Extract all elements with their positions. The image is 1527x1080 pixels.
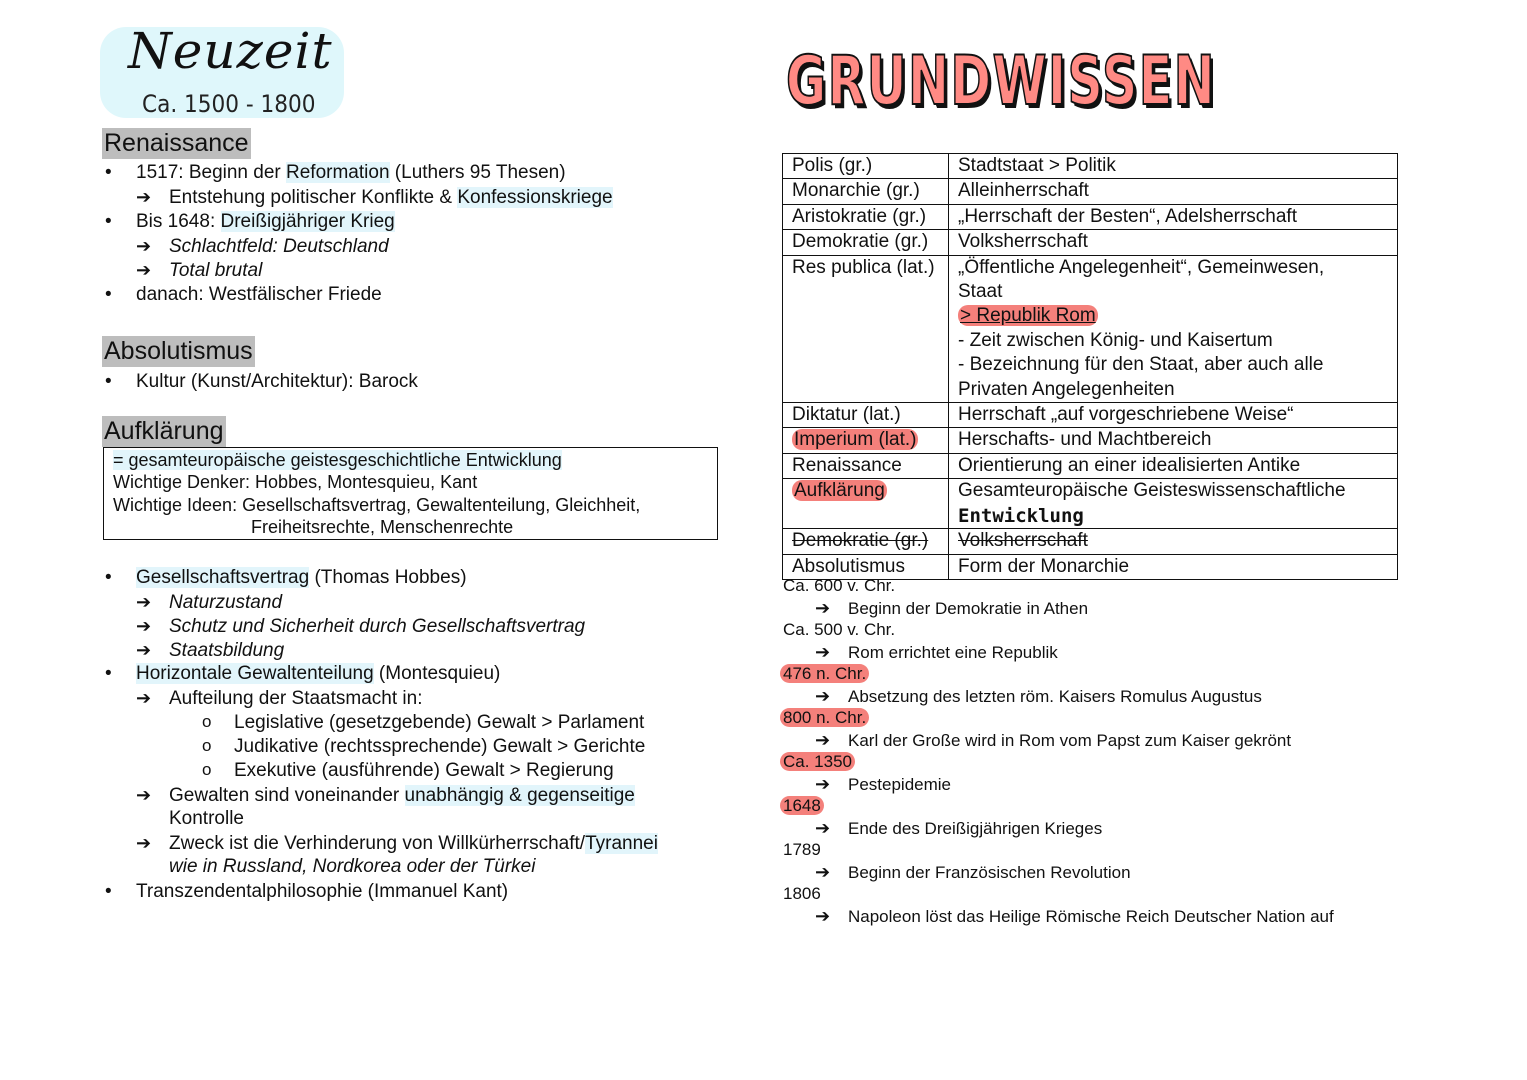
table-row: Aristokratie (gr.) „Herrschaft der Besten“, Adelsherrschaft <box>783 204 1398 229</box>
arrow-icon: ➔ <box>136 785 152 805</box>
list-item: o Legislative (gesetzgebende) Gewalt > Parlament <box>234 711 644 735</box>
timeline-date: 1789 <box>783 840 821 859</box>
timeline-date: 1648 <box>783 795 824 817</box>
timeline-event: ➔ Rom errichtet eine Republik <box>815 642 1058 662</box>
timeline-event: ➔ Beginn der Demokratie in Athen <box>815 598 1089 618</box>
heading-absolutismus: Absolutismus <box>104 337 253 365</box>
arrow-icon: ➔ <box>136 260 152 280</box>
arrow-icon: ➔ <box>136 592 152 612</box>
arrow-icon: ➔ <box>815 818 831 838</box>
list-item: Kontrolle <box>169 808 244 829</box>
table-row: Aufklärung Gesamteuropäische Geisteswissenschaftliche Entwicklung <box>783 479 1398 529</box>
list-item: ➔ Schlachtfeld: Deutschland <box>136 236 389 257</box>
table-row: Demokratie (gr.) Volksherrschaft <box>783 230 1398 255</box>
list-item: o Exekutive (ausführende) Gewalt > Regierung <box>234 759 614 783</box>
heading-renaissance: Renaissance <box>104 129 249 157</box>
list-item: ➔ Schutz und Sicherheit durch Gesellschaftsvertrag <box>136 616 586 637</box>
grundwissen-heading: GRUNDWISSEN <box>786 42 1217 121</box>
arrow-icon: ➔ <box>136 833 152 853</box>
arrow-icon: ➔ <box>815 598 831 618</box>
timeline-date: Ca. 500 v. Chr. <box>783 620 896 639</box>
arrow-icon: ➔ <box>815 862 831 882</box>
table-row: Monarchie (gr.) Alleinherrschaft <box>783 179 1398 204</box>
arrow-icon: ➔ <box>815 730 831 750</box>
timeline-date: Ca. 600 v. Chr. <box>783 576 896 595</box>
arrow-icon: ➔ <box>815 686 831 706</box>
table-row: Demokratie (gr.) Volksherrschaft <box>783 529 1398 554</box>
definition-line: Wichtige Denker: Hobbes, Montesquieu, Kant <box>113 472 478 492</box>
timeline-event: ➔ Karl der Große wird in Rom vom Papst zum Kaiser gekrönt <box>815 730 1292 750</box>
definition-line: Wichtige Ideen: Gesellschaftsvertrag, Gewaltenteilung, Gleichheit, <box>113 495 641 515</box>
timeline-event: ➔ Pestepidemie <box>815 774 952 794</box>
list-item: ➔ Naturzustand <box>136 592 283 613</box>
table-row: Res publica (lat.) „Öffentliche Angelegenheit“, Gemeinwesen, Staat > Republik Rom - Zeit zwischen König- und Kaisertum - Bezeichnung für den Staat, aber auch alle Privaten Angelegenheiten <box>783 255 1398 402</box>
heading-aufklaerung: Aufklärung <box>104 417 224 445</box>
list-item: • Gesellschaftsvertrag (Thomas Hobbes) <box>136 566 467 590</box>
list-item: ➔ Entstehung politischer Konflikte & Konfessionskriege <box>136 187 613 208</box>
arrow-icon: ➔ <box>815 642 831 662</box>
arrow-icon: ➔ <box>136 688 152 708</box>
list-item: • Horizontale Gewaltenteilung (Montesquieu) <box>136 662 500 686</box>
timeline-event: ➔ Absetzung des letzten röm. Kaisers Romulus Augustus <box>815 686 1262 706</box>
definition-line: Freiheitsrechte, Menschenrechte <box>251 517 514 537</box>
arrow-icon: ➔ <box>136 236 152 256</box>
timeline-event: ➔ Ende des Dreißigjährigen Krieges <box>815 818 1103 838</box>
table-row: Polis (gr.) Stadtstaat > Politik <box>783 154 1398 179</box>
list-item: • danach: Westfälischer Friede <box>136 283 382 307</box>
list-item: wie in Russland, Nordkorea oder der Türkei <box>169 856 536 877</box>
table-row: Absolutismus Form der Monarchie <box>783 554 1398 579</box>
page-subtitle: Ca. 1500 - 1800 <box>142 90 316 118</box>
page-title: Neuzeit <box>128 22 333 80</box>
grundwissen-table <box>782 153 1398 580</box>
arrow-icon: ➔ <box>815 774 831 794</box>
timeline-date: Ca. 1350 <box>783 751 855 773</box>
timeline-date: 476 n. Chr. <box>783 663 869 685</box>
timeline-event: ➔ Beginn der Französischen Revolution <box>815 862 1131 882</box>
definition-line: = gesamteuropäische geistesgeschichtliche Entwicklung <box>113 450 562 470</box>
timeline-date: 800 n. Chr. <box>783 707 869 729</box>
list-item: ➔ Zweck ist die Verhinderung von Willkürherrschaft/Tyrannei <box>136 833 658 854</box>
list-item: • Transzendentalphilosophie (Immanuel Kant) <box>136 880 508 904</box>
table-row: Imperium (lat.) Herschafts- und Machtbereich <box>783 428 1398 453</box>
list-item: ➔ Staatsbildung <box>136 640 285 661</box>
arrow-icon: ➔ <box>136 616 152 636</box>
arrow-icon: ➔ <box>136 187 152 207</box>
list-item: • 1517: Beginn der Reformation (Luthers 95 Thesen) <box>136 161 566 185</box>
list-item: ➔ Gewalten sind voneinander unabhängig & gegenseitige <box>136 785 635 806</box>
list-item: • Kultur (Kunst/Architektur): Barock <box>136 370 418 394</box>
timeline-event: ➔ Napoleon löst das Heilige Römische Reich Deutscher Nation auf <box>815 906 1334 926</box>
table-row: Renaissance Orientierung an einer idealisierten Antike <box>783 453 1398 478</box>
arrow-icon: ➔ <box>815 906 831 926</box>
timeline-date: 1806 <box>783 884 821 903</box>
list-item: • Bis 1648: Dreißigjähriger Krieg <box>136 210 395 234</box>
definition-box <box>103 447 718 540</box>
table-row: Diktatur (lat.) Herrschaft „auf vorgeschriebene Weise“ <box>783 403 1398 428</box>
list-item: ➔ Total brutal <box>136 260 263 281</box>
list-item: o Judikative (rechtssprechende) Gewalt > Gerichte <box>234 735 645 759</box>
list-item: ➔ Aufteilung der Staatsmacht in: <box>136 688 423 709</box>
arrow-icon: ➔ <box>136 640 152 660</box>
